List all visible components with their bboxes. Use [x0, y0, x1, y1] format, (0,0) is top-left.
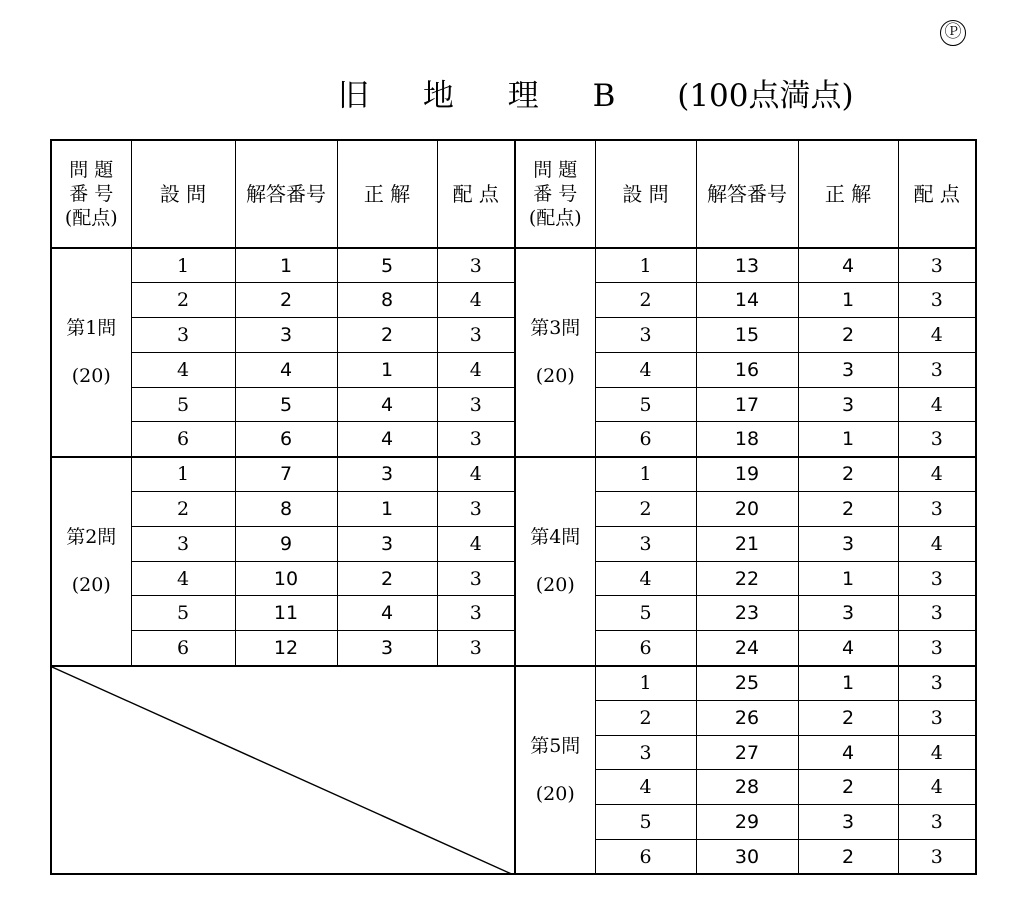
points-cell: 4: [898, 735, 976, 770]
points-cell: 3: [898, 700, 976, 735]
sub-question-cell: 1: [595, 248, 696, 283]
correct-answer-cell: 3: [337, 631, 437, 666]
answer-number-cell: 24: [696, 631, 798, 666]
correct-answer-cell: 5: [337, 248, 437, 283]
points-cell: 3: [898, 248, 976, 283]
correct-answer-cell: 2: [337, 561, 437, 596]
header-question-no-line: 番 号: [533, 183, 578, 205]
answer-number-cell: 7: [235, 457, 337, 492]
header-sub-question: 設 問: [131, 140, 235, 248]
sub-question-cell: 1: [595, 666, 696, 701]
title-char: 地: [422, 78, 454, 114]
correct-answer-cell: 3: [337, 457, 437, 492]
table-row: [51, 526, 976, 561]
points-cell: 4: [898, 387, 976, 422]
points-cell: 3: [898, 422, 976, 457]
answer-number-cell: 20: [696, 492, 798, 527]
p-circle-mark: Ⓟ: [940, 20, 966, 46]
answer-number-cell: 21: [696, 526, 798, 561]
table-row: [51, 631, 976, 666]
sub-question-cell: 3: [131, 318, 235, 353]
points-cell: 4: [437, 457, 515, 492]
section-name: 第2問: [66, 526, 117, 549]
points-cell: 3: [437, 318, 515, 353]
correct-answer-cell: 3: [798, 526, 898, 561]
header-answer-number: 解答番号: [235, 140, 337, 248]
points-cell: 3: [898, 805, 976, 840]
points-cell: 4: [898, 770, 976, 805]
sub-question-cell: 1: [131, 248, 235, 283]
section-points: (20): [535, 574, 575, 597]
correct-answer-cell: 1: [798, 666, 898, 701]
correct-answer-cell: 1: [798, 283, 898, 318]
table-row: [51, 387, 976, 422]
section-label-cell: [51, 248, 131, 457]
answer-number-cell: 19: [696, 457, 798, 492]
points-cell: 3: [437, 561, 515, 596]
correct-answer-cell: 3: [798, 352, 898, 387]
answer-number-cell: 12: [235, 631, 337, 666]
sub-question-cell: 5: [131, 596, 235, 631]
table-row: [51, 422, 976, 457]
correct-answer-cell: 2: [798, 492, 898, 527]
correct-answer-cell: 4: [798, 631, 898, 666]
section-label-cell: [51, 457, 131, 666]
correct-answer-cell: 4: [337, 387, 437, 422]
sub-question-cell: 6: [131, 631, 235, 666]
points-cell: 3: [437, 248, 515, 283]
points-cell: 3: [898, 492, 976, 527]
answer-number-cell: 30: [696, 840, 798, 875]
header-question-no-line: (配点): [528, 207, 582, 229]
points-cell: 3: [898, 631, 976, 666]
answer-number-cell: 4: [235, 352, 337, 387]
sub-question-cell: 4: [131, 352, 235, 387]
points-cell: 3: [898, 840, 976, 875]
table-row: [51, 457, 976, 492]
sub-question-cell: 2: [595, 283, 696, 318]
sub-question-cell: 1: [131, 457, 235, 492]
sub-question-cell: 1: [595, 457, 696, 492]
header-points: 配 点: [898, 140, 976, 248]
section-name: 第3問: [530, 317, 581, 340]
table-row: [51, 248, 976, 283]
correct-answer-cell: 4: [337, 596, 437, 631]
table-row: [51, 352, 976, 387]
answer-number-cell: 27: [696, 735, 798, 770]
sub-question-cell: 6: [131, 422, 235, 457]
answer-number-cell: 16: [696, 352, 798, 387]
correct-answer-cell: 4: [798, 735, 898, 770]
correct-answer-cell: 1: [337, 492, 437, 527]
answer-number-cell: 22: [696, 561, 798, 596]
answer-number-cell: 8: [235, 492, 337, 527]
points-cell: 3: [898, 352, 976, 387]
answer-number-cell: 29: [696, 805, 798, 840]
section-points: (20): [71, 574, 111, 597]
sub-question-cell: 2: [131, 492, 235, 527]
section-points: (20): [535, 782, 575, 805]
correct-answer-cell: 3: [337, 526, 437, 561]
answer-number-cell: 1: [235, 248, 337, 283]
header-question-no: [515, 140, 595, 248]
points-cell: 3: [898, 283, 976, 318]
correct-answer-cell: 1: [798, 422, 898, 457]
correct-answer-cell: 2: [798, 700, 898, 735]
sub-question-cell: 5: [595, 387, 696, 422]
sub-question-cell: 3: [595, 735, 696, 770]
sub-question-cell: 2: [595, 492, 696, 527]
sub-question-cell: 4: [595, 352, 696, 387]
correct-answer-cell: 3: [798, 596, 898, 631]
title-char: 旧: [338, 78, 369, 114]
answer-number-cell: 26: [696, 700, 798, 735]
sub-question-cell: 6: [595, 422, 696, 457]
answer-number-cell: 10: [235, 561, 337, 596]
sub-question-cell: 2: [595, 700, 696, 735]
answer-number-cell: 13: [696, 248, 798, 283]
section-name: 第5問: [530, 734, 581, 757]
section-name: 第4問: [530, 526, 581, 549]
answer-number-cell: 6: [235, 422, 337, 457]
points-cell: 3: [437, 596, 515, 631]
answer-number-cell: 23: [696, 596, 798, 631]
header-question-no-line: 番 号: [69, 183, 114, 205]
header-sub-question: 設 問: [595, 140, 696, 248]
sub-question-cell: 4: [595, 770, 696, 805]
points-cell: 4: [898, 457, 976, 492]
answer-number-cell: 3: [235, 318, 337, 353]
answer-number-cell: 14: [696, 283, 798, 318]
sub-question-cell: 3: [595, 318, 696, 353]
points-cell: 3: [437, 387, 515, 422]
section-points: (20): [535, 365, 575, 388]
diagonal-strike-line: [52, 667, 515, 875]
title-char: B: [592, 78, 616, 114]
correct-answer-cell: 2: [798, 770, 898, 805]
page-title: [338, 74, 854, 118]
sub-question-cell: 4: [595, 561, 696, 596]
header-row: [51, 140, 976, 248]
sub-question-cell: 5: [131, 387, 235, 422]
title-total-points: (100点満点): [677, 78, 854, 114]
points-cell: 3: [898, 596, 976, 631]
header-question-no: [51, 140, 131, 248]
correct-answer-cell: 4: [798, 248, 898, 283]
correct-answer-cell: 1: [337, 352, 437, 387]
table-row: [51, 561, 976, 596]
answer-number-cell: 18: [696, 422, 798, 457]
points-cell: 4: [437, 283, 515, 318]
points-cell: 3: [437, 492, 515, 527]
answer-number-cell: 2: [235, 283, 337, 318]
correct-answer-cell: 2: [798, 840, 898, 875]
answer-number-cell: 15: [696, 318, 798, 353]
sub-question-cell: 4: [131, 561, 235, 596]
header-question-no-line: (配点): [64, 207, 118, 229]
points-cell: 4: [437, 526, 515, 561]
table-row: [51, 492, 976, 527]
points-cell: 4: [437, 352, 515, 387]
points-cell: 4: [898, 526, 976, 561]
title-char: 理: [507, 78, 539, 114]
sub-question-cell: 5: [595, 805, 696, 840]
points-cell: 3: [437, 631, 515, 666]
correct-answer-cell: 2: [798, 457, 898, 492]
header-question-no-line: 問 題: [69, 159, 114, 181]
correct-answer-cell: 2: [337, 318, 437, 353]
points-cell: 4: [898, 318, 976, 353]
section-label-cell: [515, 457, 595, 666]
section-points: (20): [71, 365, 111, 388]
correct-answer-cell: 8: [337, 283, 437, 318]
sub-question-cell: 6: [595, 631, 696, 666]
sub-question-cell: 3: [131, 526, 235, 561]
correct-answer-cell: 2: [798, 318, 898, 353]
correct-answer-cell: 3: [798, 387, 898, 422]
correct-answer-cell: 3: [798, 805, 898, 840]
section-label-cell: [515, 666, 595, 875]
answer-number-cell: 25: [696, 666, 798, 701]
sub-question-cell: 5: [595, 596, 696, 631]
table-row: [51, 318, 976, 353]
header-question-no-line: 問 題: [533, 159, 578, 181]
points-cell: 3: [437, 422, 515, 457]
table-row: [51, 596, 976, 631]
correct-answer-cell: 1: [798, 561, 898, 596]
table-row: [51, 283, 976, 318]
points-cell: 3: [898, 561, 976, 596]
empty-crossed-cell: [51, 666, 515, 875]
sub-question-cell: 6: [595, 840, 696, 875]
header-answer-number: 解答番号: [696, 140, 798, 248]
section-label-cell: [515, 248, 595, 457]
answer-number-cell: 5: [235, 387, 337, 422]
header-correct-answer: 正 解: [798, 140, 898, 248]
points-cell: 3: [898, 666, 976, 701]
sub-question-cell: 2: [131, 283, 235, 318]
answer-number-cell: 28: [696, 770, 798, 805]
answer-table: [50, 139, 977, 875]
header-points: 配 点: [437, 140, 515, 248]
table-row: [51, 666, 976, 701]
correct-answer-cell: 4: [337, 422, 437, 457]
answer-number-cell: 9: [235, 526, 337, 561]
section-name: 第1問: [66, 317, 117, 340]
answer-number-cell: 17: [696, 387, 798, 422]
sub-question-cell: 3: [595, 526, 696, 561]
header-correct-answer: 正 解: [337, 140, 437, 248]
answer-number-cell: 11: [235, 596, 337, 631]
